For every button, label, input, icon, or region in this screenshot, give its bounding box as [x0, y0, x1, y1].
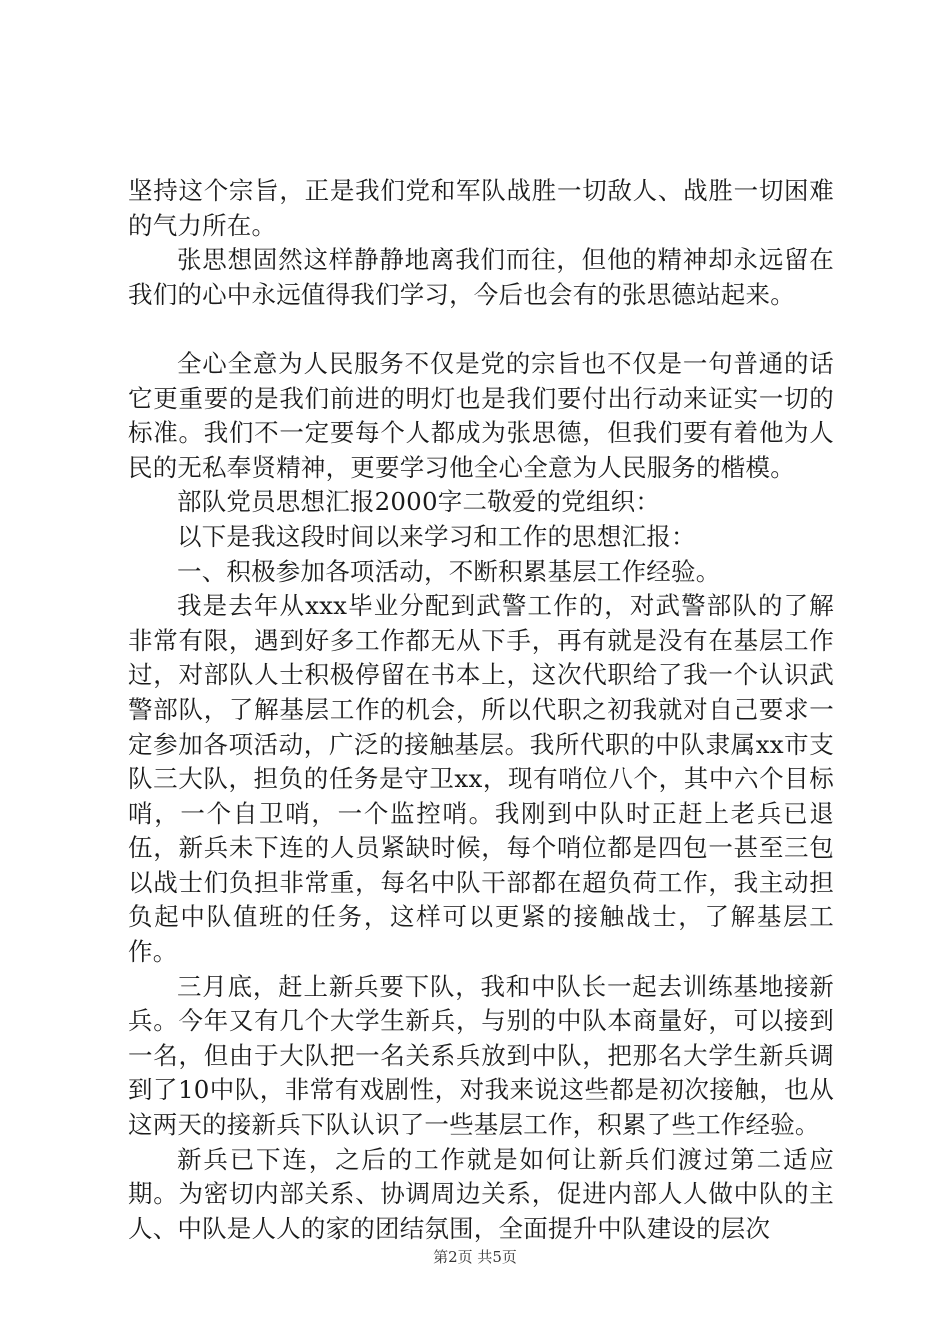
document-body — [128, 174, 834, 1246]
paragraph-1: 坚持这个宗旨，正是我们党和军队战胜一切敌人、战胜一切困难的气力所在。 — [128, 176, 834, 240]
paragraph-3: 全心全意为人民服务不仅是党的宗旨也不仅是一句普通的话它更重要的是我们前进的明灯也是我们要付出行动来证实一切的标准。我们不一定要每个人都成为张思德，但我们要有着他为人民的无私奉贤精神，更要学习他全心全意为人民服务的楷模。 — [128, 348, 834, 482]
paragraph-2: 张思想固然这样静静地离我们而往，但他的精神却永远留在我们的心中永远值得我们学习，今后也会有的张思德站起来。 — [128, 245, 834, 309]
paragraph-4: 我是去年从xxx毕业分配到武警工作的，对武警部队的了解非常有限，遇到好多工作都无从下手，再有就是没有在基层工作过，对部队人士积极停留在书本上，这次代职给了我一个认识武警部队，了解基层工作的机会，所以代职之初我就对自己要求一定参加各项活动，广泛的接触基层。我所代职的中队隶属xx市支队三大队，担负的任务是守卫xx，现有哨位八个，其中六个目标哨，一个自卫哨，一个监控哨。我刚到中队时正赶上老兵已退伍，新兵未下连的人员紧缺时候，每个哨位都是四包一甚至三包以战士们负担非常重，每名中队干部都在超负荷工作，我主动担负起中队值班的任务，这样可以更紧的接触战士，了解基层工作。 — [128, 591, 834, 967]
paragraph-intro: 以下是我这段时间以来学习和工作的思想汇报： — [177, 521, 696, 551]
section-heading-1: 一、积极参加各项活动，不断积累基层工作经验。 — [177, 556, 721, 586]
report-title: 部队党员思想汇报2000字二敬爱的党组织： — [177, 487, 661, 517]
paragraph-6: 新兵已下连，之后的工作就是如何让新兵们渡过第二适应期。为密切内部关系、协调周边关系，促进内部人人做中队的主人、中队是人人的家的团结氛围，全面提升中队建设的层次 — [128, 1144, 834, 1243]
paragraph-5: 三月底，赶上新兵要下队，我和中队长一起去训练基地接新兵。今年又有几个大学生新兵，与别的中队本商量好，可以接到一名，但由于大队把一名关系兵放到中队，把那名大学生新兵调到了10中队，非常有戏剧性，对我来说这些都是初次接触，也从这两天的接新兵下队认识了一些基层工作，积累了些工作经验。 — [128, 971, 834, 1140]
page-number-footer: 第2页 共5页 — [433, 1248, 517, 1266]
